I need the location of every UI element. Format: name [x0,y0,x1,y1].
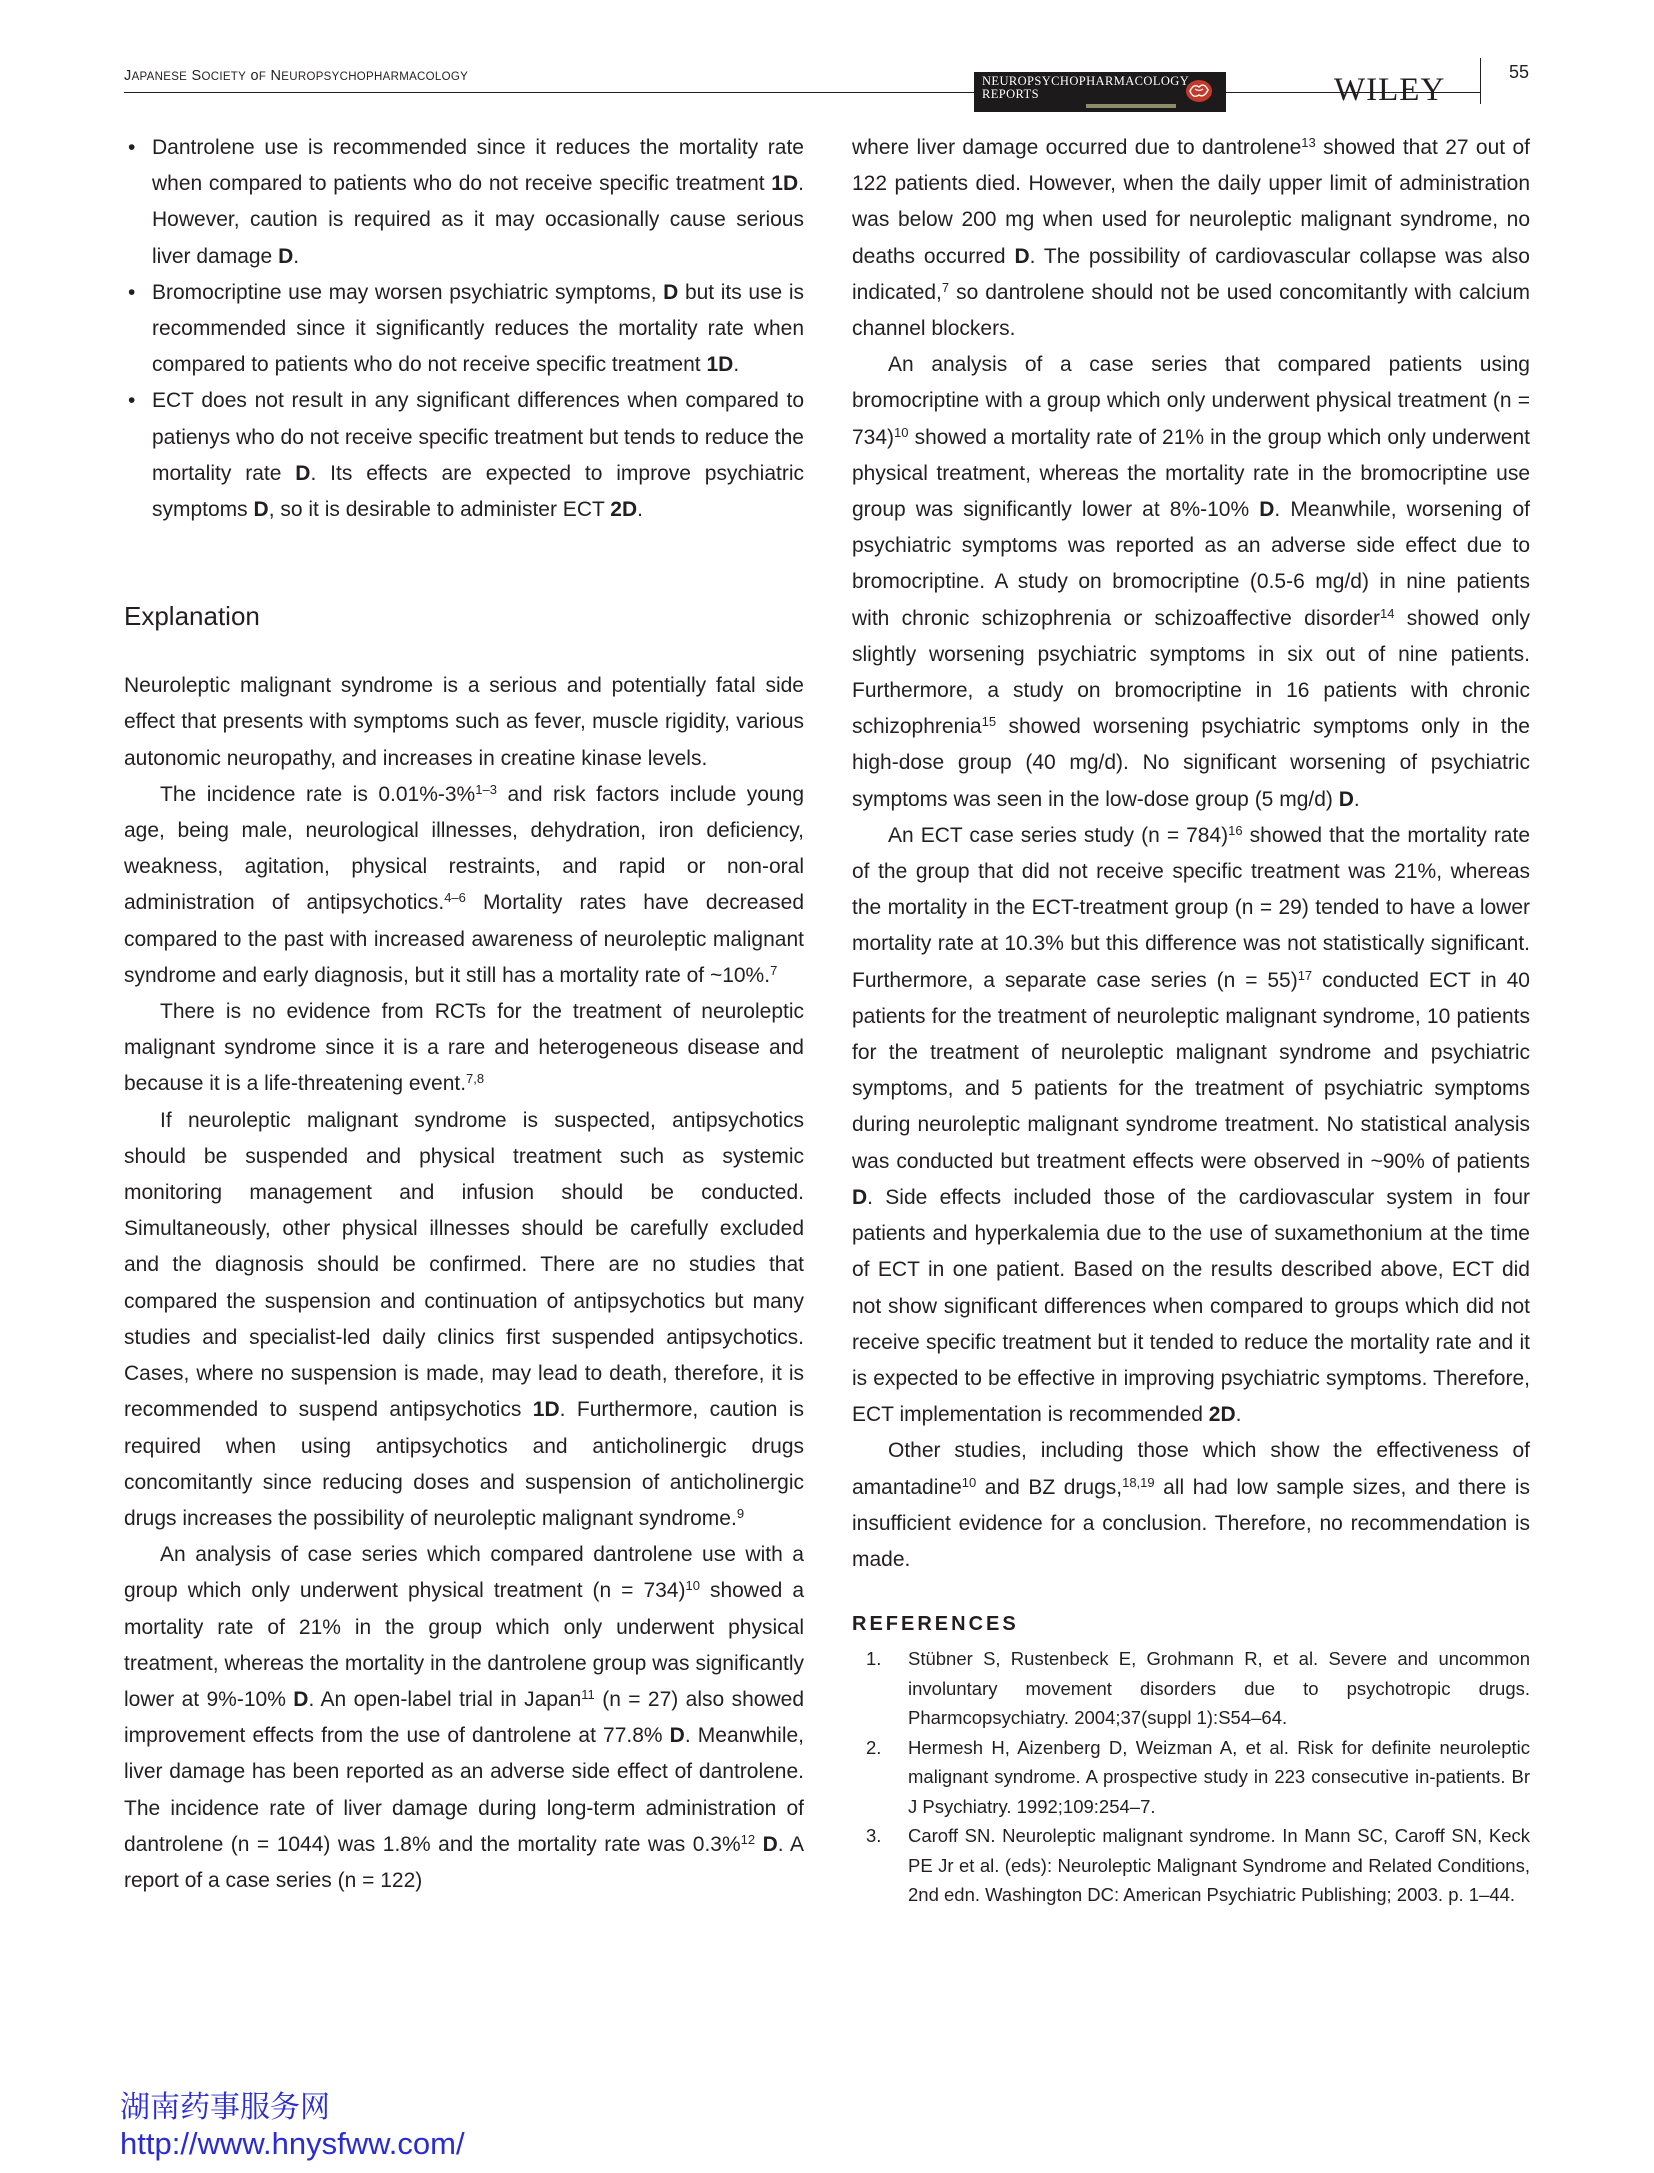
society-name: JAPANESE SOCIETY oF NEUROPSYCHOPHARMACOLOGY [124,68,469,84]
reference-number: 1. [866,1648,882,1670]
evidence-grade: 1D [771,172,799,196]
evidence-grade: D [293,1687,309,1711]
body-paragraph: Other studies, including those which show the effectiveness of amantadine$^{10}$ and BZ drugs,$^{18,19}$ all had low sample sizes, and there is insufficient evidence for a conclusion. Therefore, no recommendation is made. [852,1439,1530,1571]
evidence-grade: D [1338,787,1354,811]
recommendation-item: • Bromocriptine use may worsen psychiatric symptoms, D but its use is recommended since it significantly reduces the mortality rate when compared to patients who do not receive specific treatment 1D. [124,275,804,384]
watermark-site-name: 湖南药事服务网 [120,2090,330,2125]
journal-name [982,75,1189,101]
body-paragraph: An ECT case series study (n = 784)$^{16}$ showed that the mortality rate of the group that did not receive specific treatment was 21%, whereas the mortality in the ECT-treatment group (n = 29) tended to have a lower mortality rate at 10.3% but this difference was not statistically significant. Furthermore, a separate case series (n = 55)$^{17}$ conducted ECT in 40 patients for the treatment of neuroleptic malignant syndrome, 10 patients for the treatment of neuroleptic malignant syndrome and psychiatric symptoms, and 5 patients for the treatment of psychiatric symptoms during neuroleptic malignant syndrome treatment. No statistical analysis was conducted but treatment effects were observed in ~90% of patients D. Side effects included those of the cardiovascular system in four patients and hyperkalemia due to the use of suxamethonium at the time of ECT in one patient. Based on the results described above, ECT did not show significant differences when compared to groups which did not receive specific treatment but it tended to reduce the mortality rate and it is expected to be effective in improving psychiatric symptoms. Therefore, ECT implementation is recommended 2D. [852,822,1531,1427]
citation-superscript: 7 [770,962,778,978]
citation-superscript: 10 [685,1578,700,1594]
watermark [120,2090,465,2162]
citation-superscript: 18,19 [1122,1474,1155,1490]
recommendation-list [124,130,804,528]
reference-text: Stübner S, Rustenbeck E, Grohmann R, et al. Severe and uncommon involuntary movement disorders due to psychotropic drugs. Pharmcopsychiatry. 2004;37(suppl 1):S54–64. [908,1648,1530,1729]
citation-superscript: 10 [961,1474,977,1490]
citation-superscript: 10 [894,424,909,440]
evidence-grade: 1D [532,1398,560,1422]
body-paragraph: An analysis of case series which compared dantrolene use with a group which only underwent physical treatment (n = 734)$^{10}$ showed a mortality rate of 21% in the group which only underwent physical treatment, whereas the mortality in the dantrolene group was significantly lower at 9%-10% D. An open-label trial in Japan$^{11}$ (n = 27) also showed improvement effects from the use of dantrolene at 77.8% D. Meanwhile, liver damage has been reported as an adverse side effect of dantrolene. The incidence rate of liver damage during long-term administration of dantrolene (n = 1044) was 1.8% and the mortality rate was 0.3%$^{12}$ D. A report of a case series (n = 122) [124,1543,805,1892]
citation-superscript: 12 [740,1831,756,1847]
evidence-grade: D [295,461,311,485]
right-column [852,130,1530,1910]
reference-list [852,1644,1530,1910]
citation-superscript: 13 [1301,135,1316,150]
evidence-grade: D [762,1832,778,1856]
watermark-url: http://www.hnysfww.com/ [120,2126,465,2161]
body-paragraph: An analysis of a case series that compared patients using bromocriptine with a group which only underwent physical treatment (n = 734)$^{10}$ showed a mortality rate of 21% in the group which only underwent physical treatment, whereas the mortality rate in the bromocriptine use group was significantly lower at 8%-10% D. Meanwhile, worsening of psychiatric symptoms was reported as an adverse side effect due to bromocriptine. A study on bromocriptine (0.5-6 mg/d) in nine patients with chronic schizophrenia or schizoaffective disorder$^{14}$ showed only slightly worsening psychiatric symptoms in six out of nine patients. Furthermore, a study on bromocriptine in 16 patients with chronic schizophrenia$^{15}$ showed worsening psychiatric symptoms only in the high-dose group (40 mg/d). No significant worsening of psychiatric symptoms was seen in the low-dose group (5 mg/d) D. [852,353,1531,811]
recommendation-item: • Dantrolene use is recommended since it reduces the mortality rate when compared to patients who do not receive specific treatment 1D. However, caution is required as it may occasionally cause serious liver damage D. [124,130,804,275]
body-paragraph: The incidence rate is 0.01%-3%$^{1-3}$ and risk factors include young age, being male, neurological illnesses, dehydration, iron deficiency, weakness, agitation, physical restraints, and rapid or non-oral administration of antipsychotics.$^{4-6}$ Mortality rates have decreased compared to the past with increased awareness of neuroleptic malignant syndrome and early diagnosis, but it still has a mortality rate of ~10%.$^7$ [124,781,805,987]
recommendation-item: • ECT does not result in any significant differences when compared to patienys who do not receive specific treatment but tends to reduce the mortality rate D. Its effects are expected to improve psychiatric symptoms D, so it is desirable to administer ECT 2D. [124,383,804,528]
evidence-grade: D [278,244,294,268]
reference-text: Hermesh H, Aizenberg D, Weizman A, et al. Risk for definite neuroleptic malignant syndrome. A prospective study in 223 consecutive in-patients. Br J Psychiatry. 1992;109:254–7. [908,1736,1530,1817]
citation-superscript: 15 [981,714,997,730]
evidence-grade: 2D [1208,1403,1236,1427]
evidence-grade: D [852,1185,868,1209]
journal-name-line2: REPORTS [982,87,1039,101]
body-paragraph: There is no evidence from RCTs for the treatment of neuroleptic malignant syndrome since it is a rare and heterogeneous disease and because it is a life-threatening event.$^{7,8}$ [124,1000,804,1096]
evidence-grade: 1D [706,353,734,377]
brain-icon [1184,78,1214,104]
citation-superscript: 17 [1297,967,1313,983]
reference-item [852,1733,1530,1822]
reference-text: Caroff SN. Neuroleptic malignant syndrome. In Mann SC, Caroff SN, Keck PE Jr et al. (eds): Neuroleptic Malignant Syndrome and Related Conditions, 2nd edn. Washington DC: American Psychiatric Publishing; 2003. p. 1–44. [908,1825,1530,1906]
journal-logo-strip [1086,104,1176,108]
evidence-grade: D [253,498,269,522]
reference-number: 3. [866,1825,882,1847]
publisher-logo: WILEY [1334,72,1446,108]
body-paragraph: If neuroleptic malignant syndrome is suspected, antipsychotics should be suspended and physical treatment such as systemic monitoring management and infusion should be conducted. Simultaneously, other physical illnesses should be carefully excluded and the diagnosis should be confirmed. There are no studies that compared the suspension and continuation of antipsychotics but many studies and specialist-led daily clinics first suspended antipsychotics. Cases, where no suspension is made, may lead to death, therefore, it is recommended to suspend antipsychotics 1D. Furthermore, caution is required when using antipsychotics and anticholinergic drugs concomitantly since reducing doses and suspension of anticholinergic drugs increases the possibility of neuroleptic malignant syndrome.$^9$ [124,1108,804,1530]
reference-item [852,1644,1530,1733]
citation-superscript: 14 [1380,605,1395,621]
evidence-grade: D [669,1724,685,1748]
reference-item [852,1821,1530,1910]
header-divider [1480,58,1481,104]
running-header [124,62,1528,106]
left-column [124,130,804,1899]
citation-superscript: 7,8 [466,1071,485,1087]
body-paragraph: Neuroleptic malignant syndrome is a serious and potentially fatal side effect that presents with symptoms such as fever, muscle rigidity, various autonomic neuropathy, and increases in creatine kinase levels. [124,674,804,770]
citation-superscript: 1–3 [475,781,497,797]
citation-superscript: 11 [581,1686,595,1702]
citation-superscript: 16 [1228,822,1243,838]
evidence-grade: 2D [610,498,638,522]
evidence-grade: D [1014,244,1030,268]
evidence-grade: D [1259,498,1275,522]
journal-logo [974,72,1226,112]
reference-number: 2. [866,1736,882,1758]
citation-superscript: 4–6 [444,890,466,906]
header-rule [124,92,1480,93]
section-heading: Explanation [124,601,260,632]
citation-superscript: 7 [941,279,950,295]
citation-superscript: 9 [736,1505,745,1521]
references-heading: REFERENCES [852,1613,1019,1636]
journal-name-line1: NEUROPSYCHOPHARMACOLOGY [982,74,1190,88]
page-number: 55 [1509,62,1530,82]
body-paragraph: where liver damage occurred due to dantrolene$^{13}$ showed that 27 out of 122 patients died. However, when the daily upper limit of administration was below 200 mg when used for neuroleptic malignant syndrome, no deaths occurred D. The possibility of cardiovascular collapse was also indicated,$^7$ so dantrolene should not be used concomitantly with calcium channel blockers. [852,135,1530,341]
evidence-grade: D [663,280,679,304]
